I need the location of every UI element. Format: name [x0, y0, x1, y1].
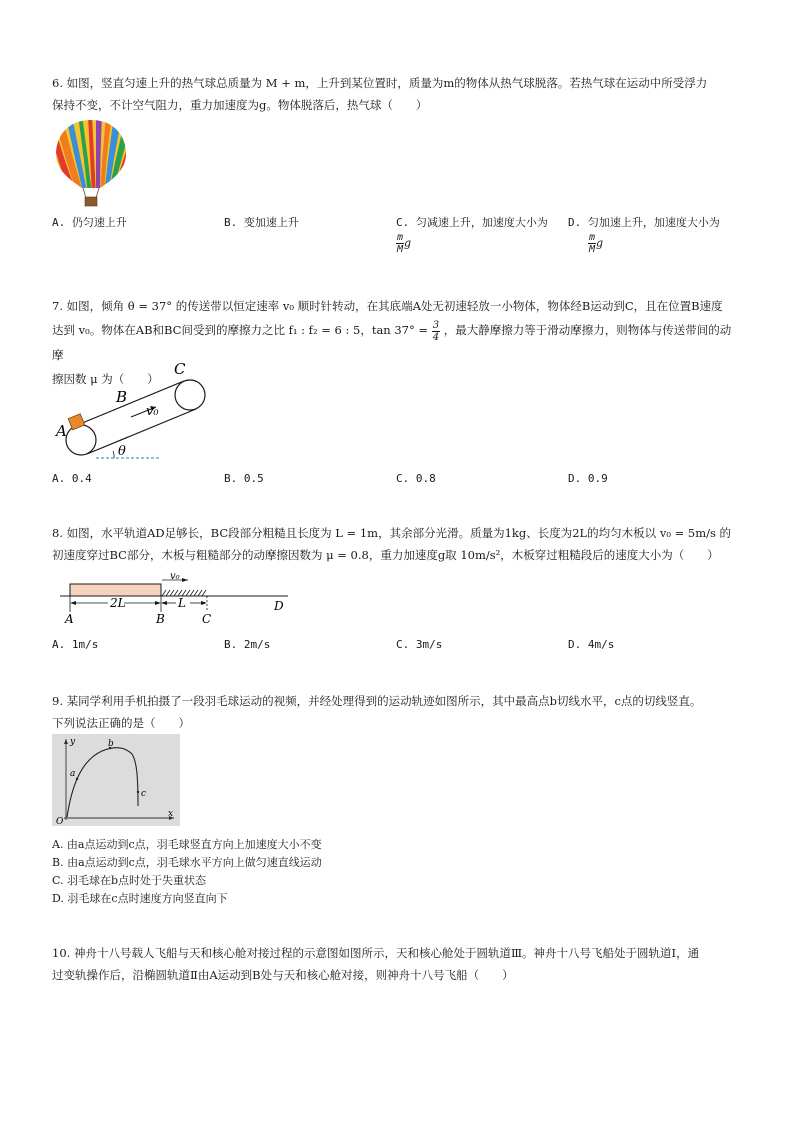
q6-stem-line2: 保持不变，不计空气阻力，重力加速度为g。物体脱落后，热气球（ ） — [52, 98, 428, 112]
q7-options — [52, 472, 742, 490]
q9-option-d[interactable]: D. 羽毛球在c点时速度方向竖直向下 — [52, 892, 228, 905]
q8-options — [52, 638, 742, 656]
q9-stem-line2: 下列说法正确的是（ ） — [52, 716, 190, 730]
q6-option-c-text: C. 匀减速上升，加速度大小为 — [396, 216, 548, 229]
q7-stem-line1: 7. 如图，倾角 θ = 37° 的传送带以恒定速率 v₀ 顺时针转动，在其底端A处无初速轻放一小物体，物体经B运动到C，且在位置B速度 — [52, 299, 723, 313]
q7-stem-line2-a: 达到 v₀。物体在AB和BC间受到的摩擦力之比 f₁ : f₂ = 6 : 5，tan 37° = — [52, 323, 429, 337]
q7-option-c[interactable]: C. 0.8 — [396, 472, 436, 485]
q8-label-l: L — [178, 596, 186, 610]
question-10-stem — [52, 942, 742, 986]
q7-option-a[interactable]: A. 0.4 — [52, 472, 92, 485]
q8-option-d[interactable]: D. 4m/s — [568, 638, 615, 651]
hot-air-balloon-image — [52, 116, 130, 210]
q9-option-a[interactable]: A. 由a点运动到c点，羽毛球竖直方向上加速度大小不变 — [52, 838, 322, 851]
q9-label-a: a — [70, 769, 76, 779]
q6-option-d[interactable] — [568, 214, 720, 255]
q6-d-frac-num: m — [589, 232, 596, 243]
q9-option-c[interactable]: C. 羽毛球在b点时处于失重状态 — [52, 874, 207, 887]
q8-label-d: D — [274, 599, 284, 613]
q6-option-c[interactable] — [396, 214, 548, 255]
q9-stem-line1: 9. 某同学利用手机拍摄了一段羽毛球运动的视频，并经处理得到的运动轨迹如图所示，其中最高点b切线水平，c点的切线竖直。 — [52, 694, 702, 708]
q9-option-b[interactable]: B. 由a点运动到c点，羽毛球水平方向上做匀速直线运动 — [52, 856, 322, 869]
q7-stem-line2-b: ，最大静摩擦力等于滑动摩擦力，则物体与传送带间的动摩 — [52, 323, 732, 362]
q9-options — [52, 836, 322, 908]
q8-option-c[interactable]: C. 3m/s — [396, 638, 443, 651]
q8-label-b: B — [156, 612, 165, 626]
q7-label-b: B — [116, 388, 128, 406]
q8-label-2l: 2L — [110, 596, 126, 610]
shuttlecock-trajectory-photo — [52, 734, 180, 826]
q10-stem-line1: 10. 神舟十八号载人飞船与天和核心舱对接过程的示意图如图所示，天和核心舱处于圆轨道Ⅲ。神舟十八号飞船处于圆轨道Ⅰ，通 — [52, 946, 700, 960]
q7-stem-line3: 擦因数 μ 为（ ） — [52, 371, 159, 386]
question-8-stem — [52, 522, 742, 566]
q7-label-a: A — [56, 422, 67, 440]
q6-d-frac-den: M — [589, 244, 596, 255]
q7-label-theta: θ — [118, 444, 126, 459]
q8-label-v0: v₀ — [170, 571, 180, 582]
q10-stem-line2: 过变轨操作后，沿椭圆轨道Ⅱ由A运动到B处与天和核心舱对接，则神舟十八号飞船（ ） — [52, 968, 514, 982]
q7-label-c: C — [174, 360, 186, 378]
q6-option-d-text: D. 匀加速上升，加速度大小为 — [568, 216, 720, 229]
q6-option-a-text: A. 仍匀速上升 — [52, 216, 127, 229]
q9-label-o: O — [56, 817, 64, 826]
q8-stem-line2: 初速度穿过BC部分，木板与粗糙部分的动摩擦因数为 μ = 0.8，重力加速度g取 10m/s²，木板穿过粗糙段后的速度大小为（ ） — [52, 548, 719, 562]
q8-option-a[interactable]: A. 1m/s — [52, 638, 99, 651]
q6-option-c-formula — [396, 232, 548, 255]
track-board-figure — [52, 570, 302, 628]
conveyor-belt-figure — [52, 360, 222, 466]
q6-c-frac-num: m — [397, 232, 404, 243]
q8-option-b[interactable]: B. 2m/s — [224, 638, 271, 651]
q8-stem-line1: 8. 如图，水平轨道AD足够长，BC段部分粗糙且长度为 L = 1m，其余部分光滑。质量为1kg、长度为2L的均匀木板以 v₀ = 5m/s 的 — [52, 526, 732, 540]
q6-c-frac-den: M — [397, 244, 404, 255]
question-6-stem — [52, 72, 742, 116]
q7-option-b[interactable]: B. 0.5 — [224, 472, 264, 485]
q6-option-a[interactable] — [52, 214, 127, 230]
question-9-stem — [52, 690, 742, 734]
q9-label-c: c — [141, 789, 147, 799]
q7-option-d[interactable]: D. 0.9 — [568, 472, 608, 485]
q9-label-y: y — [70, 737, 76, 747]
q6-option-b[interactable] — [224, 214, 299, 230]
q6-option-b-text: B. 变加速上升 — [224, 216, 299, 229]
q6-options — [52, 214, 742, 258]
q8-label-c: C — [202, 612, 212, 626]
q9-label-x: x — [168, 809, 174, 819]
q7-frac-num: 3 — [432, 319, 440, 331]
q7-frac-den: 4 — [432, 331, 440, 343]
q6-d-frac-tail: g — [596, 236, 604, 250]
q6-option-d-formula — [568, 232, 720, 255]
q7-label-v0: v₀ — [146, 404, 159, 419]
q6-stem-line1: 6. 如图，竖直匀速上升的热气球总质量为 M + m，上升到某位置时，质量为m的物体从热气球脱落。若热气球在运动中所受浮力 — [52, 76, 708, 90]
q6-c-frac-tail: g — [404, 236, 412, 250]
q8-label-a: A — [65, 612, 74, 626]
q9-label-b: b — [108, 739, 114, 749]
